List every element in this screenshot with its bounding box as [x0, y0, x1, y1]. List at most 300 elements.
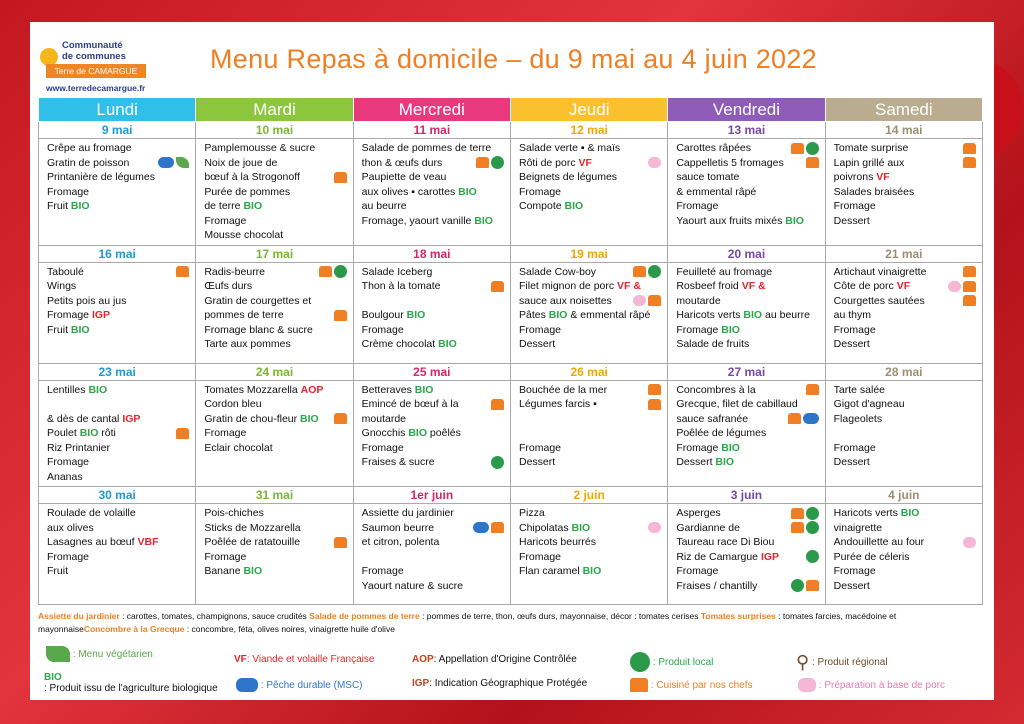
- menu-item-text: Fromage: [47, 550, 90, 563]
- menu-item-text: Tarte aux pommes: [204, 338, 291, 350]
- date-row: [39, 122, 983, 139]
- bio-label: BIO: [79, 427, 99, 439]
- menu-item-text: Fromage: [204, 214, 247, 227]
- basket-icon: [491, 156, 504, 169]
- menu-item: [204, 550, 346, 565]
- menu-item-text: Gardianne de: [676, 521, 740, 534]
- day-header-mardi: Mardi: [196, 98, 353, 122]
- menu-item: [362, 397, 504, 412]
- menu-item-text: Flageolets: [833, 412, 883, 425]
- menu-items: [196, 263, 352, 354]
- logo-url[interactable]: www.terredecamargue.fr: [46, 83, 146, 93]
- basket-icon: [806, 550, 819, 563]
- menu-item: [834, 214, 976, 229]
- menu-items: [196, 381, 352, 458]
- chef-hat-icon: [963, 266, 976, 277]
- chef-hat-icon: [963, 281, 976, 292]
- menu-item-text: Assiette du jardinier: [361, 507, 454, 519]
- basket-icon: [806, 507, 819, 520]
- menu-item-text: Haricots beurrés: [518, 536, 597, 548]
- menu-item: [47, 412, 189, 427]
- menu-item: [834, 279, 976, 294]
- chef-hat-icon: [788, 413, 801, 424]
- menu-item: [519, 397, 661, 412]
- menu-item-text: Dessert: [518, 456, 556, 468]
- menu-item-text: Printanière de légumes: [47, 171, 155, 183]
- menu-items: [354, 504, 510, 595]
- menu-item: [204, 141, 346, 156]
- menu-item: [362, 214, 504, 229]
- menu-item-text: Fromage: [833, 200, 876, 212]
- chef-hat-icon: [176, 266, 189, 277]
- menu-item: [834, 412, 976, 427]
- day-menu: [825, 139, 982, 246]
- menu-item: [519, 383, 661, 398]
- menu-item: [519, 308, 661, 323]
- menu-item: [834, 199, 976, 214]
- aop-key: AOP: [412, 654, 434, 665]
- vf-text: : Viande et volaille Française: [246, 654, 375, 665]
- day-header-jeudi: Jeudi: [510, 98, 667, 122]
- bio-label: BIO: [70, 323, 90, 336]
- vf-key: VF: [234, 654, 247, 665]
- menu-item-text: Mousse chocolat: [204, 229, 284, 241]
- day-menu: [39, 504, 196, 605]
- menu-item: [834, 308, 976, 323]
- menu-item: [204, 185, 346, 200]
- menu-item-text: Légumes farcis ▪: [518, 398, 597, 410]
- menu-item-text: Lentilles BIO: [47, 383, 108, 396]
- menu-item-text: Fromage IGP: [47, 309, 111, 321]
- menu-item-text: Radis-beurre: [204, 265, 266, 278]
- day-date: 25 mai: [353, 363, 510, 380]
- menu-item-text: Pamplemousse & sucre: [204, 142, 316, 154]
- menu-item: [362, 279, 504, 294]
- menu-item: [47, 294, 189, 309]
- day-menu: [668, 262, 825, 363]
- day-date: 28 mai: [825, 363, 982, 380]
- menu-item-text: Betteraves BIO: [361, 383, 434, 396]
- menu-items: [826, 139, 982, 230]
- chef-hat-icon: [791, 522, 804, 533]
- menu-item-text: Yaourt aux fruits mixés BIO: [676, 214, 804, 227]
- menu-item: [47, 564, 189, 579]
- menu-item-text: Bouchée de la mer: [518, 383, 608, 396]
- menu-row: [39, 139, 983, 246]
- day-header-vendredi: Vendredi: [668, 98, 825, 122]
- menu-item: [47, 441, 189, 456]
- day-menu: [825, 380, 982, 487]
- fish-icon: [158, 157, 174, 168]
- basket-icon: [806, 521, 819, 534]
- menu-item: [362, 579, 504, 594]
- menu-item-text: Gigot d'agneau: [833, 398, 905, 410]
- menu-item: [834, 323, 976, 338]
- menu-item: [519, 141, 661, 156]
- menu-item: [519, 564, 661, 579]
- menu-item: [834, 294, 976, 309]
- day-menu: [39, 262, 196, 363]
- day-date: 20 mai: [668, 245, 825, 262]
- bio-label: BIO: [582, 565, 602, 577]
- menu-item-text: poivrons VF: [833, 171, 890, 183]
- page-title: Menu Repas à domicile – du 9 mai au 4 juin 2022: [210, 44, 817, 74]
- menu-item: [834, 141, 976, 156]
- day-date: 19 mai: [510, 245, 667, 262]
- day-header-samedi: Samedi: [825, 98, 982, 122]
- bio-label: BIO: [474, 214, 493, 227]
- menu-item-text: Petits pois au jus: [47, 294, 127, 307]
- notes: [38, 610, 986, 636]
- menu-item: [676, 337, 818, 352]
- menu-item-text: Tomate surprise: [833, 142, 909, 154]
- menu-item: [676, 564, 818, 579]
- origin-label: IGP: [760, 550, 780, 563]
- logo-line1: Communauté: [62, 40, 123, 51]
- menu-item: [47, 199, 189, 214]
- menu-item: [47, 265, 189, 280]
- menu-items: [511, 504, 667, 581]
- pig-icon: [648, 522, 661, 533]
- menu-item: [204, 441, 346, 456]
- menu-item-text: Gnocchis BIO poêlés: [361, 427, 461, 439]
- legend-regional: [796, 652, 888, 673]
- day-menu: [196, 504, 353, 605]
- basket-icon: [806, 142, 819, 155]
- menu-item: [47, 156, 189, 171]
- menu-item-text: Noix de joue de: [204, 156, 278, 169]
- note-key: Assiette du jardinier: [38, 611, 120, 621]
- menu-item-text: Gratin de chou-fleur BIO: [204, 412, 319, 425]
- bio-label: BIO: [548, 309, 568, 321]
- chef-hat-icon: [334, 537, 347, 548]
- menu-items: [39, 139, 195, 216]
- menu-item: [204, 337, 346, 352]
- menu-item: [519, 550, 661, 565]
- menu-item: [362, 323, 504, 338]
- menu-item: [519, 170, 661, 185]
- menu-row: [39, 380, 983, 487]
- menu-item-text: Emincé de bœuf à la: [361, 398, 459, 410]
- chef-hat-icon: [963, 143, 976, 154]
- menu-item: [47, 506, 189, 521]
- menu-item: [834, 337, 976, 352]
- fish-icon: [236, 678, 258, 692]
- menu-item-text: Paupiette de veau: [361, 171, 447, 183]
- menu-item: [676, 214, 818, 229]
- bio-label: BIO: [300, 412, 319, 425]
- bio-label: BIO: [243, 200, 263, 212]
- menu-item-text: Côte de porc VF: [833, 280, 911, 292]
- chef-hat-icon: [963, 295, 976, 306]
- menu-item-text: Chipolatas BIO: [518, 521, 591, 534]
- origin-label: VF: [578, 156, 592, 169]
- chef-hat-icon: [491, 281, 504, 292]
- day-menu: [353, 504, 510, 605]
- menu-item: [676, 294, 818, 309]
- menu-item: [47, 185, 189, 200]
- menu-item-text: Ananas: [47, 470, 83, 483]
- pig-icon: [798, 678, 816, 692]
- menu-item-text: Gratin de poisson: [47, 156, 130, 169]
- menu-item-text: & dès de cantal IGP: [47, 412, 141, 425]
- menu-items: [39, 381, 195, 487]
- menu-grid: [38, 97, 983, 605]
- menu-item: [362, 564, 504, 579]
- basket-icon: [334, 265, 347, 278]
- menu-item-text: [519, 426, 661, 441]
- regional-text: : Produit régional: [811, 657, 888, 668]
- aop-text: : Appellation d'Origine Contrôlée: [433, 654, 577, 665]
- menu-item-text: Thon à la tomate: [361, 280, 441, 292]
- notes-text: [38, 610, 986, 636]
- chef-hat-icon: [963, 157, 976, 168]
- menu-item: [362, 550, 504, 565]
- chef-hat-icon: [633, 266, 646, 277]
- origin-label: VBF: [137, 536, 159, 548]
- day-menu: [510, 262, 667, 363]
- menu-item-text: Yaourt nature & sucre: [361, 579, 464, 592]
- menu-item: [834, 579, 976, 594]
- menu-item-text: Fromage blanc & sucre: [204, 323, 313, 336]
- menu-items: [354, 139, 510, 230]
- origin-label: VF &: [617, 280, 641, 292]
- menu-item: [519, 506, 661, 521]
- menu-item: [519, 521, 661, 536]
- basket-icon: [791, 579, 804, 592]
- menu-item-text: Fromage BIO: [676, 323, 740, 336]
- menu-item: [676, 397, 818, 412]
- local-text: : Produit local: [652, 656, 714, 668]
- menu-item-text: Fruit BIO: [47, 200, 90, 212]
- logo-line2: de communes: [62, 51, 126, 62]
- day-date: 21 mai: [825, 245, 982, 262]
- menu-item: [204, 170, 346, 185]
- menu-item-text: Fromage, yaourt vanille BIO: [361, 214, 493, 227]
- menu-item: [834, 564, 976, 579]
- menu-item: [362, 412, 504, 427]
- menu-item-text: vinaigrette: [833, 521, 883, 534]
- chef-hat-icon: [491, 399, 504, 410]
- menu-item: [362, 535, 504, 550]
- day-date: 4 juin: [825, 487, 982, 504]
- menu-item: [519, 426, 661, 441]
- day-date: 31 mai: [196, 487, 353, 504]
- menu-item-text: Dessert: [833, 338, 870, 350]
- menu-item-text: Salade verte ▪ & maïs: [518, 142, 621, 154]
- menu-item: [47, 521, 189, 536]
- menu-item-text: Andouillette au four: [833, 536, 925, 548]
- menu-item: [47, 308, 189, 323]
- menu-sheet: [30, 22, 994, 700]
- chef-hat-icon: [476, 157, 489, 168]
- bio-label: BIO: [70, 200, 90, 212]
- menu-items: [668, 263, 824, 354]
- menu-item: [47, 397, 189, 412]
- menu-items: [826, 381, 982, 472]
- legend-veg: [44, 646, 153, 662]
- day-menu: [353, 262, 510, 363]
- legend-msc: [234, 678, 363, 692]
- day-date: 9 mai: [39, 122, 196, 139]
- menu-item: [676, 170, 818, 185]
- day-date: 10 mai: [196, 122, 353, 139]
- origin-label: IGP: [122, 412, 141, 425]
- chef-hat-icon: [491, 522, 504, 533]
- menu-item: [676, 535, 818, 550]
- menu-item-text: Fruit BIO: [47, 323, 90, 336]
- menu-item-text: moutarde: [676, 294, 721, 307]
- menu-item-text: Taboulé: [47, 265, 84, 278]
- menu-item-text: Fromage: [518, 185, 561, 198]
- menu-item: [47, 323, 189, 338]
- menu-item: [204, 214, 346, 229]
- menu-item: [676, 308, 818, 323]
- note-text: : carottes, tomates, champignons, sauce crudités: [119, 611, 310, 621]
- menu-item: [47, 383, 189, 398]
- menu-item: [676, 426, 818, 441]
- menu-item: [834, 441, 976, 456]
- menu-item-text: Fromage: [518, 441, 561, 454]
- menu-item: [362, 441, 504, 456]
- day-menu: [510, 139, 667, 246]
- chef-hat-icon: [334, 413, 347, 424]
- menu-item: [362, 185, 504, 200]
- menu-item-text: aux olives: [47, 521, 94, 534]
- menu-item-text: Haricots verts BIO au beurre: [676, 309, 810, 321]
- menu-item: [834, 521, 976, 536]
- menu-item: [834, 426, 976, 441]
- bio-label: BIO: [414, 383, 434, 396]
- day-date: 24 mai: [196, 363, 353, 380]
- leaf-icon: [46, 646, 70, 662]
- menu-item-text: Dessert BIO: [676, 456, 735, 468]
- menu-item: [204, 294, 346, 309]
- menu-item: [676, 441, 818, 456]
- menu-item: [204, 279, 346, 294]
- menu-item: [676, 550, 818, 565]
- menu-item-text: Fromage: [676, 565, 719, 577]
- menu-item: [362, 426, 504, 441]
- menu-item-text: Fromage: [518, 323, 561, 336]
- bio-text: : Produit issu de l'agriculture biologique: [44, 683, 218, 694]
- menu-item: [676, 279, 818, 294]
- menu-item-text: Tomates Mozzarella AOP: [204, 383, 324, 396]
- legend-aop: [412, 654, 577, 665]
- menu-items: [511, 139, 667, 216]
- menu-item-text: Carottes râpées: [676, 142, 752, 154]
- menu-items: [668, 504, 824, 595]
- menu-item-text: [362, 550, 504, 565]
- day-menu: [353, 139, 510, 246]
- basket-icon: [648, 265, 661, 278]
- menu-item: [676, 412, 818, 427]
- menu-item-text: Flan caramel BIO: [518, 565, 602, 577]
- menu-item: [204, 228, 346, 243]
- menu-item-text: Dessert: [518, 338, 556, 350]
- menu-item-text: Cappelletis 5 fromages: [676, 156, 784, 169]
- menu-item-text: Tarte salée: [833, 383, 886, 396]
- day-date: 1er juin: [353, 487, 510, 504]
- legend-chef: [628, 678, 753, 692]
- menu-item-text: Lapin grillé aux: [833, 156, 905, 169]
- menu-items: [668, 139, 824, 230]
- menu-item: [676, 199, 818, 214]
- menu-item-text: Taureau race Di Biou: [676, 536, 775, 548]
- menu-item-text: Fraises / chantilly: [676, 579, 758, 592]
- day-date: 26 mai: [510, 363, 667, 380]
- menu-items: [354, 263, 510, 354]
- menu-item-text: Fromage: [204, 427, 247, 439]
- day-date: 11 mai: [353, 122, 510, 139]
- menu-item-text: Riz Printanier: [47, 441, 111, 454]
- basket-icon: [630, 652, 650, 672]
- leaf-icon: [176, 157, 189, 168]
- menu-items: [668, 381, 824, 472]
- porc-text: : Préparation à base de porc: [818, 679, 945, 691]
- day-header-mercredi: Mercredi: [353, 98, 510, 122]
- bio-label: BIO: [406, 309, 426, 321]
- menu-item: [204, 412, 346, 427]
- menu-item-text: Crêpe au fromage: [47, 142, 132, 154]
- menu-item-text: Gratin de courgettes et: [204, 294, 312, 307]
- menu-item: [676, 521, 818, 536]
- day-menu: [196, 139, 353, 246]
- legend-vf: [234, 654, 374, 665]
- menu-item-text: Dessert: [833, 214, 870, 227]
- day-date: 13 mai: [668, 122, 825, 139]
- day-date: 2 juin: [510, 487, 667, 504]
- menu-item: [519, 323, 661, 338]
- menu-row: [39, 504, 983, 605]
- menu-item-text: Fromage: [833, 441, 876, 454]
- bio-label: BIO: [564, 200, 584, 212]
- menu-item: [47, 426, 189, 441]
- menu-item: [362, 199, 504, 214]
- menu-item-text: Wings: [47, 280, 77, 292]
- fish-icon: [803, 413, 819, 424]
- menu-item-text: Artichaut vinaigrette: [833, 265, 927, 278]
- chef-hat-icon: [791, 143, 804, 154]
- note-text: : concombre, féta, olives noires, vinaigrette huile d'olive: [184, 624, 395, 634]
- menu-item: [519, 156, 661, 171]
- menu-item: [204, 426, 346, 441]
- menu-item: [834, 455, 976, 470]
- menu-item: [362, 294, 504, 309]
- menu-item-text: Salade Cow-boy: [518, 265, 597, 278]
- menu-item-text: Riz de Camargue IGP: [676, 550, 780, 563]
- origin-label: VF &: [741, 280, 766, 292]
- origin-label: VF: [876, 171, 890, 183]
- map-pin-icon: ⚲: [796, 652, 810, 672]
- menu-item: [676, 323, 818, 338]
- date-row: [39, 487, 983, 504]
- fish-icon: [473, 522, 489, 533]
- menu-item-text: [519, 412, 661, 427]
- day-date: 17 mai: [196, 245, 353, 262]
- menu-item: [362, 265, 504, 280]
- date-row: [39, 245, 983, 262]
- menu-item: [676, 185, 818, 200]
- menu-item-text: Fruit: [47, 565, 68, 577]
- menu-item: [362, 170, 504, 185]
- note-text: : pommes de terre, thon, œufs durs, mayonnaise, décor : tomates cerises: [419, 611, 701, 621]
- day-header-lundi: Lundi: [39, 98, 196, 122]
- menu-item-text: Grecque, filet de cabillaud: [676, 398, 798, 410]
- bio-label: BIO: [243, 565, 263, 577]
- igp-text: : Indication Géographique Protégée: [429, 678, 588, 689]
- menu-item: [204, 199, 346, 214]
